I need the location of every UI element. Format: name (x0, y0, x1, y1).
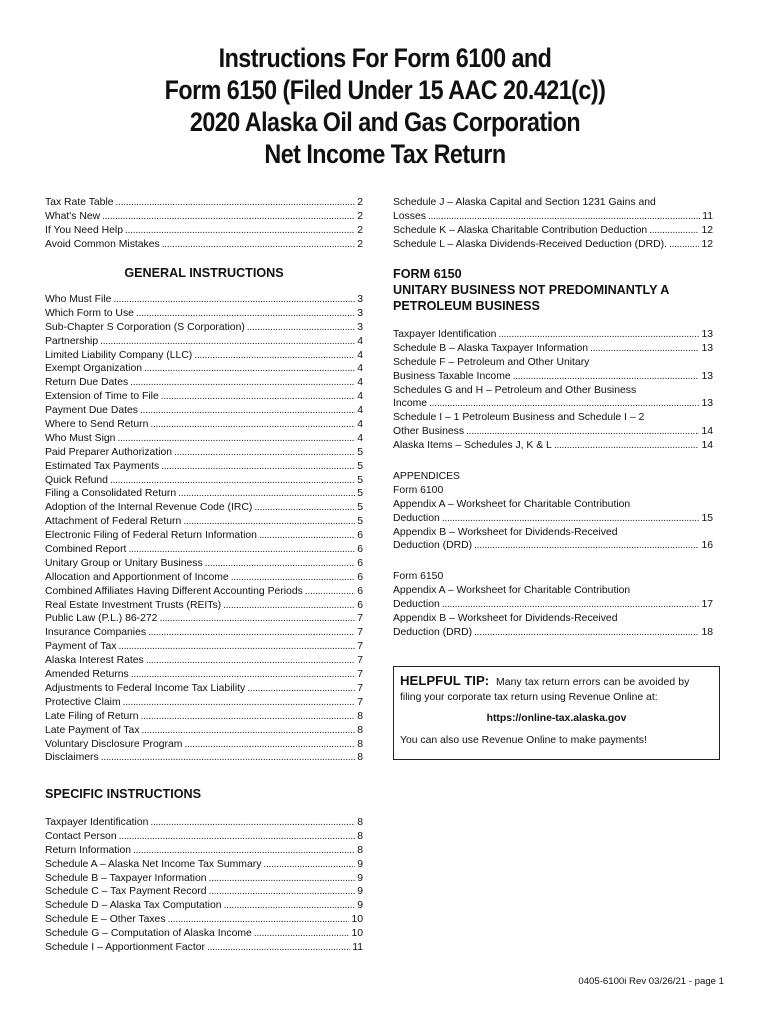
toc-entry-page: 4 (357, 335, 363, 347)
toc-entry-continued-line: Schedule F – Petroleum and Other Unitary (393, 356, 590, 368)
toc-entry-label: Estimated Tax Payments (45, 460, 160, 472)
toc-entry-page: 12 (701, 238, 713, 250)
toc-entry (45, 872, 363, 886)
toc-entry-label: Contact Person (45, 830, 117, 842)
toc-entry (393, 224, 713, 238)
toc-entry-continued-line: Appendix B – Worksheet for Dividends-Received (393, 613, 618, 625)
toc-entry-page: 4 (357, 349, 363, 361)
toc-entry (45, 210, 363, 224)
dot-leader (117, 432, 355, 446)
dot-leader (669, 238, 699, 252)
toc-entry-label: Which Form to Use (45, 307, 134, 319)
toc-entry-label: Who Must Sign (45, 432, 116, 444)
form6150-heading-1: FORM 6150 (393, 267, 462, 281)
toc-entry (45, 460, 363, 474)
toc-entry-label: Schedule D – Alaska Tax Computation (45, 900, 222, 912)
left-column (45, 196, 363, 252)
toc-entry-label: Late Payment of Tax (45, 724, 140, 736)
toc-entry-label: Income (393, 398, 428, 410)
title-line: 2020 Alaska Oil and Gas Corporation (189, 107, 581, 137)
footer-revision: 0405-6100i Rev 03/26/21 - page 1 (578, 976, 724, 987)
dot-leader (184, 738, 355, 752)
toc-entry (45, 941, 363, 955)
toc-entry (45, 557, 363, 571)
toc-entry-page: 8 (357, 830, 363, 842)
dot-leader (554, 439, 700, 453)
toc-entry-page: 3 (357, 294, 363, 305)
dot-leader (110, 474, 355, 488)
toc-entry-label: Deduction (DRD) (393, 540, 473, 552)
toc-entry (393, 425, 713, 439)
toc-entry (393, 439, 713, 453)
dot-leader (136, 307, 355, 321)
toc-entry-label: Schedule C – Tax Payment Record (45, 886, 207, 898)
toc-entry (45, 501, 363, 515)
dot-leader (100, 335, 355, 349)
dot-leader (133, 844, 355, 858)
toc-entry-label: Taxpayer Identification (45, 817, 149, 828)
form6150-heading-2: UNITARY BUSINESS NOT PREDOMINANTLY A (393, 283, 670, 297)
dot-leader (498, 328, 699, 342)
dot-leader (474, 539, 699, 553)
specific-section (45, 787, 363, 955)
toc-entry (393, 397, 713, 411)
toc-entry-label: Alaska Interest Rates (45, 655, 144, 667)
toc-entry (45, 515, 363, 529)
toc-entry-page: 13 (701, 370, 713, 382)
toc-entry (45, 293, 363, 307)
dot-leader (259, 529, 355, 543)
appendix-form6150-label: Form 6150 (393, 571, 444, 583)
toc-entry-page: 15 (701, 512, 713, 524)
toc-entry-page: 2 (357, 238, 363, 250)
toc-entry-page: 8 (357, 817, 363, 828)
appendices-heading: APPENDICES (393, 471, 460, 482)
dot-leader (474, 626, 699, 640)
dot-leader (161, 390, 355, 404)
toc-entry (45, 599, 363, 613)
toc-entry (45, 585, 363, 599)
toc-entry-page: 8 (357, 724, 363, 736)
toc-entry-label: Avoid Common Mistakes (45, 238, 160, 250)
toc-entry-label: Filing a Consolidated Return (45, 488, 177, 500)
toc-entry (45, 543, 363, 557)
toc-entry-label: Amended Returns (45, 669, 129, 681)
toc-entry (45, 830, 363, 844)
dot-leader (209, 885, 356, 899)
toc-entry-page: 7 (357, 682, 363, 694)
dot-leader (116, 196, 356, 210)
toc-entry-label: Public Law (P.L.) 86-272 (45, 613, 158, 625)
dot-leader (247, 321, 355, 335)
toc-entry-label: Exempt Organization (45, 363, 143, 375)
toc-entry (45, 321, 363, 335)
toc-entry (45, 571, 363, 585)
dot-leader (161, 460, 355, 474)
dot-leader (223, 599, 355, 613)
toc-entry (45, 335, 363, 349)
toc-entry (45, 654, 363, 668)
toc-entry-page: 13 (701, 329, 713, 340)
dot-leader (140, 404, 355, 418)
title-line: Net Income Tax Return (264, 139, 506, 169)
toc-entry-page: 10 (351, 928, 363, 940)
toc-entry-label: Deduction (393, 599, 440, 611)
tip-first-line (400, 673, 713, 691)
dot-leader (442, 512, 700, 526)
toc-entry-page: 6 (357, 557, 363, 569)
tip-url-link[interactable]: https://online-tax.alaska.gov (486, 713, 627, 724)
toc-entry-label: Schedule I – Apportionment Factor (45, 942, 205, 954)
tip-text-3: You can also use Revenue Online to make payments! (400, 735, 647, 746)
right-top-list (393, 210, 713, 252)
top-toc-list (45, 196, 363, 252)
toc-entry (45, 432, 363, 446)
toc-entry-page: 2 (357, 197, 363, 208)
toc-entry-label: Schedule B – Taxpayer Information (45, 872, 207, 884)
toc-entry-page: 4 (357, 363, 363, 375)
dot-leader (102, 210, 355, 224)
toc-entry (45, 710, 363, 724)
toc-entry-label: Schedule G – Computation of Alaska Income (45, 928, 252, 940)
toc-entry (45, 446, 363, 460)
toc-entry (45, 738, 363, 752)
dot-leader (168, 913, 350, 927)
toc-entry-page: 5 (357, 446, 363, 458)
toc-entry-label: Attachment of Federal Return (45, 516, 182, 528)
toc-entry (45, 307, 363, 321)
toc-entry-page: 14 (701, 426, 713, 438)
toc-entry-label: Schedule A – Alaska Net Income Tax Summary (45, 858, 262, 870)
toc-entry-page: 9 (357, 886, 363, 898)
toc-entry-label: Alaska Items – Schedules J, K & L (393, 440, 552, 452)
dot-leader (123, 696, 356, 710)
toc-entry-page: 2 (357, 224, 363, 236)
toc-entry-label: Allocation and Apportionment of Income (45, 571, 229, 583)
toc-entry-continued-line: Schedules G and H – Petroleum and Other Business (393, 384, 637, 396)
toc-entry-page: 2 (357, 210, 363, 222)
toc-entry (393, 328, 713, 342)
appendix-form6100-list (393, 498, 713, 554)
toc-entry-page: 4 (357, 405, 363, 417)
toc-entry-page: 14 (701, 440, 713, 452)
appendices-section (393, 470, 713, 640)
toc-entry-page: 11 (702, 210, 713, 222)
general-list (45, 293, 363, 765)
toc-entry (45, 349, 363, 363)
toc-entry-label: Paid Preparer Authorization (45, 446, 173, 458)
toc-entry-page: 16 (701, 540, 713, 552)
dot-leader (207, 941, 350, 955)
toc-entry-page: 7 (357, 696, 363, 708)
toc-entry-page: 9 (357, 858, 363, 870)
form6150-heading-3: PETROLEUM BUSINESS (393, 299, 540, 313)
toc-entry-page: 18 (701, 626, 713, 638)
form6150-section (393, 266, 713, 453)
toc-entry (393, 210, 713, 224)
dot-leader (224, 899, 356, 913)
toc-entry-page: 13 (701, 398, 713, 410)
toc-entry (45, 238, 363, 252)
toc-entry-page: 4 (357, 377, 363, 389)
toc-entry-label: Schedule L – Alaska Dividends-Received Deduction (DRD). (393, 238, 667, 250)
tip-text-1: Many tax return errors can be avoided by (496, 677, 690, 688)
toc-entry-page: 4 (357, 391, 363, 403)
toc-entry (393, 598, 713, 612)
toc-entry (45, 724, 363, 738)
dot-leader (263, 858, 355, 872)
toc-entry-page: 7 (357, 641, 363, 653)
toc-entry-page: 8 (357, 710, 363, 722)
dot-leader (428, 210, 700, 224)
dot-leader (254, 927, 350, 941)
toc-entry-label: Disclaimers (45, 752, 99, 764)
appendix-form6150-list (393, 584, 713, 640)
toc-entry-page: 5 (357, 474, 363, 486)
toc-entry-label: Who Must File (45, 294, 112, 305)
toc-entry (393, 626, 713, 640)
dot-leader (247, 682, 355, 696)
toc-entry (393, 539, 713, 553)
specific-heading: SPECIFIC INSTRUCTIONS (45, 787, 202, 801)
toc-entry-label: Real Estate Investment Trusts (REITs) (45, 599, 222, 611)
toc-entry-label: Taxpayer Identification (393, 329, 497, 340)
dot-leader (142, 724, 356, 738)
toc-entry (45, 362, 363, 376)
toc-entry-page: 13 (701, 342, 713, 354)
toc-entry (45, 899, 363, 913)
dot-leader (649, 224, 699, 238)
toc-entry-page: 7 (357, 627, 363, 639)
toc-entry-page: 9 (357, 872, 363, 884)
dot-leader (429, 397, 699, 411)
toc-entry-page: 5 (357, 488, 363, 500)
general-section (45, 266, 363, 765)
toc-entry (45, 913, 363, 927)
toc-entry (393, 342, 713, 356)
dot-leader (128, 543, 355, 557)
dot-leader (254, 501, 355, 515)
dot-leader (305, 585, 355, 599)
toc-entry (45, 844, 363, 858)
dot-leader (466, 425, 699, 439)
toc-entry-page: 5 (357, 502, 363, 514)
toc-entry-page: 17 (701, 599, 713, 611)
toc-entry-page: 3 (357, 321, 363, 333)
toc-entry (45, 668, 363, 682)
toc-entry-label: Sub-Chapter S Corporation (S Corporation) (45, 321, 245, 333)
title-line: Instructions For Form 6100 and (218, 43, 552, 73)
dot-leader (125, 224, 355, 238)
toc-entry-continued-line: Schedule I – 1 Petroleum Business and Schedule I – 2 (393, 412, 645, 424)
toc-entry-label: Combined Affiliates Having Different Accounting Periods (45, 585, 303, 597)
dot-leader (144, 362, 355, 376)
toc-entry-page: 8 (357, 844, 363, 856)
toc-entry (45, 682, 363, 696)
toc-entry-label: Extension of Time to File (45, 391, 159, 403)
toc-entry (45, 626, 363, 640)
dot-leader (113, 293, 355, 307)
toc-entry-label: Schedule K – Alaska Charitable Contribution Deduction (393, 224, 648, 236)
toc-entry-label: Other Business (393, 426, 465, 438)
dot-leader (183, 515, 355, 529)
toc-entry (393, 512, 713, 526)
schedule-j-line: Schedule J – Alaska Capital and Section 1231 Gains and (393, 197, 656, 208)
toc-entry (45, 404, 363, 418)
toc-entry-label: Adoption of the Internal Revenue Code (IRC) (45, 502, 253, 514)
toc-entry-page: 6 (357, 571, 363, 583)
dot-leader (146, 654, 355, 668)
general-heading: GENERAL INSTRUCTIONS (124, 266, 284, 280)
toc-entry-page: 8 (357, 738, 363, 750)
toc-entry-label: Electronic Filing of Federal Return Information (45, 530, 257, 542)
dot-leader (231, 571, 356, 585)
dot-leader (150, 418, 355, 432)
toc-entry-label: Unitary Group or Unitary Business (45, 557, 203, 569)
toc-entry (45, 487, 363, 501)
toc-entry-page: 5 (357, 460, 363, 472)
toc-entry-label: Payment Due Dates (45, 405, 138, 417)
dot-leader (119, 830, 356, 844)
toc-entry-label: Schedule E – Other Taxes (45, 914, 166, 926)
toc-entry-label: Deduction (DRD) (393, 626, 473, 638)
toc-entry-label: Insurance Companies (45, 627, 147, 639)
toc-entry-page: 3 (357, 307, 363, 319)
toc-entry (45, 816, 363, 830)
dot-leader (590, 342, 699, 356)
toc-entry (45, 474, 363, 488)
toc-entry-page: 6 (357, 530, 363, 542)
toc-entry-continued-line: Appendix A – Worksheet for Charitable Contribution (393, 498, 631, 510)
dot-leader (118, 640, 355, 654)
toc-entry-page: 12 (701, 224, 713, 236)
dot-leader (442, 598, 700, 612)
toc-entry-page: 7 (357, 655, 363, 667)
toc-entry (45, 858, 363, 872)
toc-entry-label: Return Due Dates (45, 377, 129, 389)
tip-text-2: filing your corporate tax return using Revenue Online at: (400, 692, 658, 703)
dot-leader (174, 446, 355, 460)
toc-entry (45, 751, 363, 765)
toc-entry-label: Losses (393, 210, 426, 222)
toc-entry-page: 7 (357, 613, 363, 625)
toc-entry (45, 885, 363, 899)
toc-entry-label: Late Filing of Return (45, 710, 139, 722)
toc-entry (45, 196, 363, 210)
dot-leader (513, 370, 700, 384)
document-title (46, 42, 724, 170)
dot-leader (209, 872, 356, 886)
toc-entry-label: If You Need Help (45, 224, 123, 236)
dot-leader (162, 238, 355, 252)
dot-leader (148, 626, 355, 640)
toc-entry (45, 612, 363, 626)
dot-leader (194, 349, 355, 363)
toc-entry (45, 640, 363, 654)
tip-label: HELPFUL TIP: (400, 673, 490, 688)
toc-entry (45, 224, 363, 238)
toc-entry-label: Deduction (393, 512, 440, 524)
toc-entry (45, 529, 363, 543)
toc-entry (45, 390, 363, 404)
toc-entry-label: Combined Report (45, 544, 127, 556)
toc-entry-label: Limited Liability Company (LLC) (45, 349, 193, 361)
appendix-form6100-label: Form 6100 (393, 484, 444, 496)
toc-entry-page: 6 (357, 544, 363, 556)
toc-entry-label: Voluntary Disclosure Program (45, 738, 183, 750)
toc-entry-page: 8 (357, 752, 363, 764)
toc-entry-label: What's New (45, 210, 101, 222)
toc-entry-page: 7 (357, 669, 363, 681)
toc-entry-label: Adjustments to Federal Income Tax Liability (45, 682, 246, 694)
toc-entry (393, 238, 713, 252)
toc-entry-page: 4 (357, 432, 363, 444)
dot-leader (130, 376, 355, 390)
toc-entry-continued-line: Appendix B – Worksheet for Dividends-Received (393, 526, 618, 538)
toc-entry (393, 370, 713, 384)
toc-entry-continued-line: Appendix A – Worksheet for Charitable Contribution (393, 585, 631, 597)
dot-leader (205, 557, 356, 571)
form6150-list (393, 328, 713, 453)
toc-entry-page: 10 (351, 914, 363, 926)
toc-entry-label: Quick Refund (45, 474, 108, 486)
right-top-section (393, 196, 713, 252)
dot-leader (141, 710, 356, 724)
toc-entry-label: Where to Send Return (45, 419, 149, 431)
dot-leader (150, 816, 355, 830)
toc-entry (45, 376, 363, 390)
toc-entry-label: Partnership (45, 335, 99, 347)
toc-entry-label: Tax Rate Table (45, 197, 114, 208)
dot-leader (178, 487, 355, 501)
dot-leader (159, 612, 355, 626)
helpful-tip-box (393, 666, 720, 760)
toc-entry-page: 6 (357, 599, 363, 611)
toc-entry-label: Schedule B – Alaska Taxpayer Information (393, 342, 589, 354)
toc-entry (45, 696, 363, 710)
toc-entry-page: 6 (357, 585, 363, 597)
toc-entry-page: 9 (357, 900, 363, 912)
toc-entry (45, 927, 363, 941)
toc-entry-label: Protective Claim (45, 696, 121, 708)
toc-entry-label: Return Information (45, 844, 132, 856)
dot-leader (101, 751, 356, 765)
toc-entry-label: Business Taxable Income (393, 370, 511, 382)
toc-entry-page: 5 (357, 516, 363, 528)
toc-entry-label: Payment of Tax (45, 641, 117, 653)
dot-leader (131, 668, 355, 682)
toc-entry (45, 418, 363, 432)
toc-entry-page: 11 (352, 942, 363, 954)
specific-list (45, 816, 363, 955)
toc-entry-page: 4 (357, 419, 363, 431)
title-line: Form 6150 (Filed Under 15 AAC 20.421(c)) (164, 75, 606, 105)
